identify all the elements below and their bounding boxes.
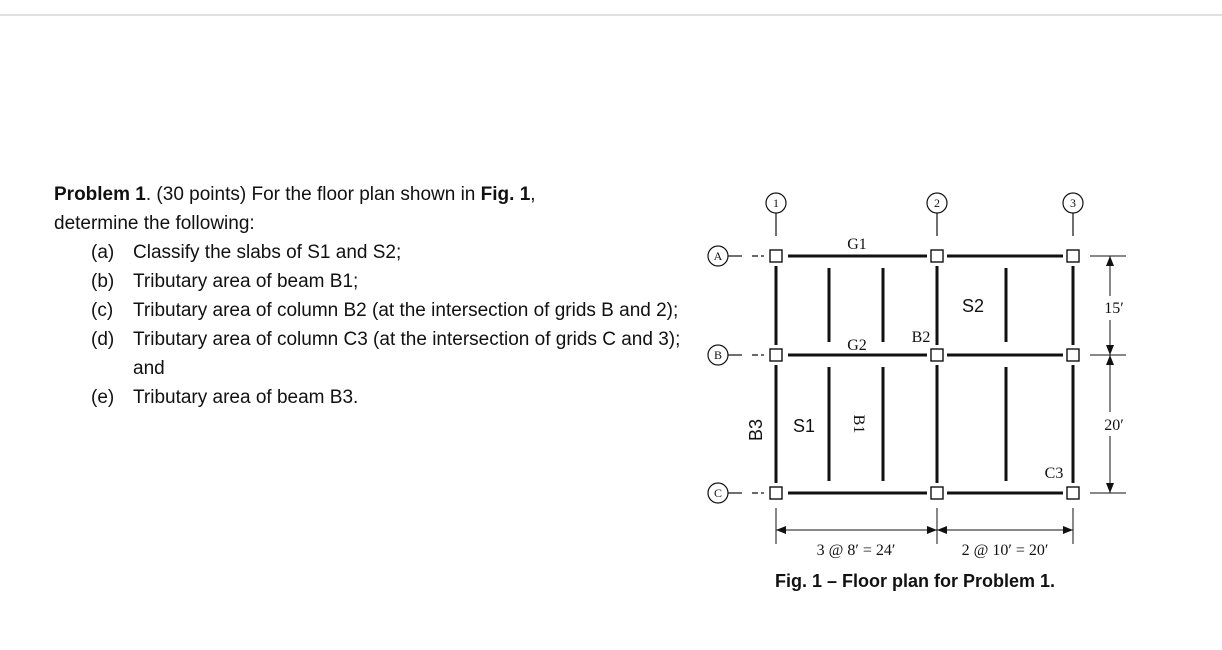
part-b-text: Tributary area of beam B1;: [133, 271, 359, 292]
part-c-text: Tributary area of column B2 (at the intersection of grids B and 2);: [133, 300, 679, 321]
problem-parts-list: [54, 238, 694, 412]
list-item: [91, 325, 694, 383]
part-d-label: (d): [91, 329, 115, 350]
intro-comma: ,: [530, 184, 536, 205]
column-a2: [931, 250, 943, 262]
label-s2: S2: [961, 296, 985, 316]
label-c3: C3: [1044, 465, 1064, 482]
grid-b-label: B: [713, 348, 723, 362]
problem-points: . (30 points) For the floor plan shown in: [145, 184, 481, 205]
column-a3: [1067, 250, 1079, 262]
column-c1: [770, 487, 782, 499]
top-divider: [0, 14, 1222, 16]
dim-arrow: [1106, 256, 1114, 266]
part-a-text: Classify the slabs of S1 and S2;: [133, 242, 402, 263]
part-a-label: (a): [91, 242, 115, 263]
label-s1: S1: [792, 416, 816, 436]
column-b1: [770, 349, 782, 361]
part-c-label: (c): [91, 300, 114, 321]
figure-reference: Fig. 1: [480, 184, 531, 205]
label-g1: G1: [847, 236, 867, 253]
part-e-text: Tributary area of beam B3.: [133, 387, 359, 408]
label-b3: B3: [746, 418, 766, 442]
floor-plan-figure: [690, 180, 1150, 560]
dim-arrow: [927, 526, 937, 534]
list-item: [91, 383, 694, 412]
part-b-label: (b): [91, 271, 115, 292]
grid-c-label: C: [713, 486, 723, 500]
column-b2: [931, 349, 943, 361]
problem-intro-2: determine the following:: [54, 213, 255, 234]
dim-arrow: [1063, 526, 1073, 534]
column-a1: [770, 250, 782, 262]
dim-arrow: [1106, 483, 1114, 493]
part-d-text: Tributary area of column C3 (at the intersection of grids C and 3); and: [133, 329, 681, 379]
figure-caption: Fig. 1 – Floor plan for Problem 1.: [775, 571, 1056, 591]
label-b1: B1: [850, 414, 867, 434]
list-item: [91, 267, 694, 296]
part-e-label: (e): [91, 387, 115, 408]
list-item: [91, 296, 694, 325]
grid-2-label: 2: [934, 196, 940, 210]
dim-bc-label: 20′: [1104, 417, 1124, 434]
label-g2: G2: [847, 337, 867, 354]
grid-a-label: A: [713, 249, 723, 263]
dim-arrow: [1106, 355, 1114, 365]
dim-right-label: 2 @ 10′ = 20′: [961, 542, 1049, 559]
column-b3: [1067, 349, 1079, 361]
grid-3-label: 3: [1070, 196, 1076, 210]
column-c3: [1067, 487, 1079, 499]
dim-ab-label: 15′: [1104, 300, 1124, 317]
column-c2: [931, 487, 943, 499]
problem-intro: [54, 180, 694, 209]
label-b2: B2: [911, 329, 931, 346]
problem-statement: [54, 180, 694, 412]
dim-arrow: [937, 526, 947, 534]
grid-1-label: 1: [773, 196, 779, 210]
dim-left-label: 3 @ 8′ = 24′: [816, 542, 896, 559]
problem-title: Problem 1: [54, 184, 146, 205]
dim-arrow: [776, 526, 786, 534]
list-item: [91, 238, 694, 267]
dim-arrow: [1106, 345, 1114, 355]
